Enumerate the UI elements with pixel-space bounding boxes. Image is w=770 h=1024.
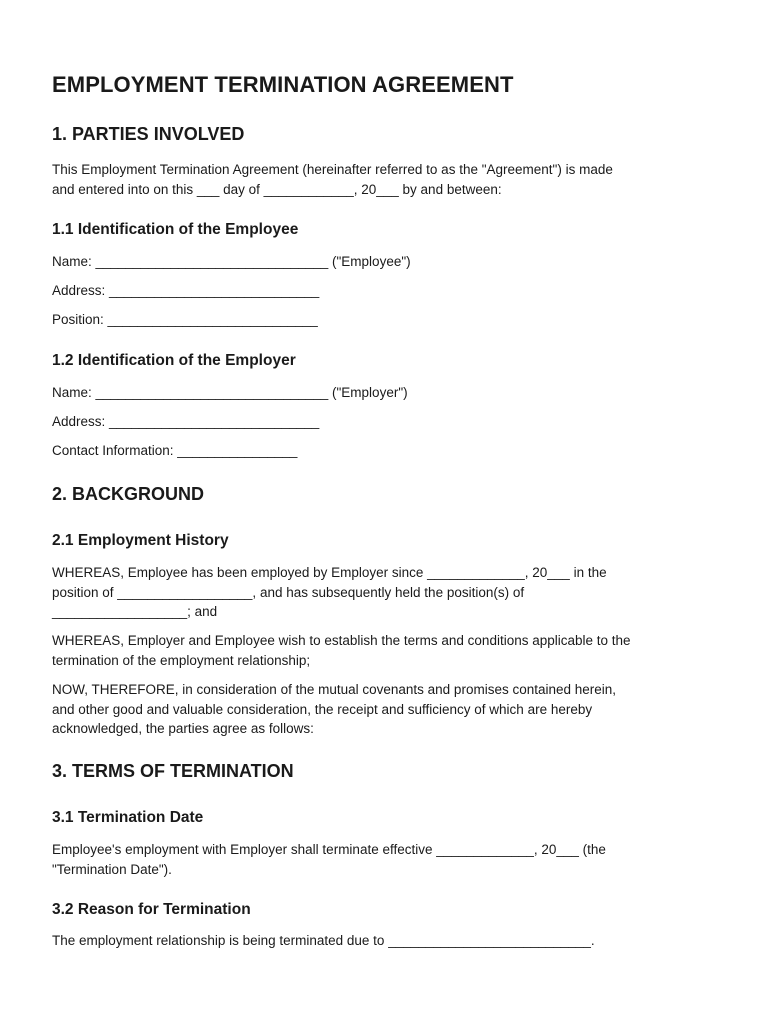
termination-date-paragraph <box>52 840 606 879</box>
subheading-employment-history: 2.1 Employment History <box>52 532 229 549</box>
employer-address-field: Address: ____________________________ <box>52 414 320 429</box>
intro-paragraph <box>52 160 613 199</box>
paragraph-line: and entered into on this ___ day of ____________, 20___ by and between: <box>52 181 502 197</box>
whereas-paragraph-history <box>52 563 607 622</box>
paragraph-line: position of __________________, and has subsequently held the position(s) of <box>52 584 525 600</box>
employee-position-field: Position: ____________________________ <box>52 312 318 327</box>
paragraph-line: WHEREAS, Employer and Employee wish to establish the terms and conditions applicable to the <box>52 633 631 648</box>
subheading-termination-reason: 3.2 Reason for Termination <box>52 901 251 918</box>
paragraph-line: NOW, THEREFORE, in consideration of the mutual covenants and promises contained herein, <box>52 682 617 697</box>
therefore-paragraph <box>52 680 616 739</box>
subheading-termination-date: 3.1 Termination Date <box>52 809 204 826</box>
employee-name-field: Name: _______________________________ ("Employee") <box>52 254 411 269</box>
paragraph-line: Employee's employment with Employer shall terminate effective _____________, 20___ (the <box>52 842 606 857</box>
employer-contact-field: Contact Information: ________________ <box>52 443 298 458</box>
subheading-employee-identification: 1.1 Identification of the Employee <box>52 221 299 238</box>
employee-address-field: Address: ____________________________ <box>52 283 320 298</box>
section-heading-terms: 3. TERMS OF TERMINATION <box>52 761 294 781</box>
subheading-employer-identification: 1.2 Identification of the Employer <box>52 352 296 369</box>
section-heading-background: 2. BACKGROUND <box>52 484 205 504</box>
document-title: EMPLOYMENT TERMINATION AGREEMENT <box>52 72 514 97</box>
section-heading-parties: 1. PARTIES INVOLVED <box>52 124 245 144</box>
paragraph-line: __________________; and <box>52 604 218 619</box>
paragraph-line: WHEREAS, Employee has been employed by Employer since _____________, 20___ in the <box>52 565 607 580</box>
employer-name-field: Name: _______________________________ ("Employer") <box>52 385 408 400</box>
whereas-paragraph-terms <box>52 631 631 670</box>
paragraph-line: This Employment Termination Agreement (hereinafter referred to as the "Agreement") is made <box>52 162 613 177</box>
paragraph-line: acknowledged, the parties agree as follows: <box>52 721 314 736</box>
termination-reason-text: The employment relationship is being terminated due to ___________________________. <box>52 933 595 948</box>
paragraph-line: and other good and valuable consideration, the receipt and sufficiency of which are hereby <box>52 701 593 717</box>
paragraph-line: "Termination Date"). <box>52 861 172 877</box>
paragraph-line: termination of the employment relationship; <box>52 652 311 668</box>
